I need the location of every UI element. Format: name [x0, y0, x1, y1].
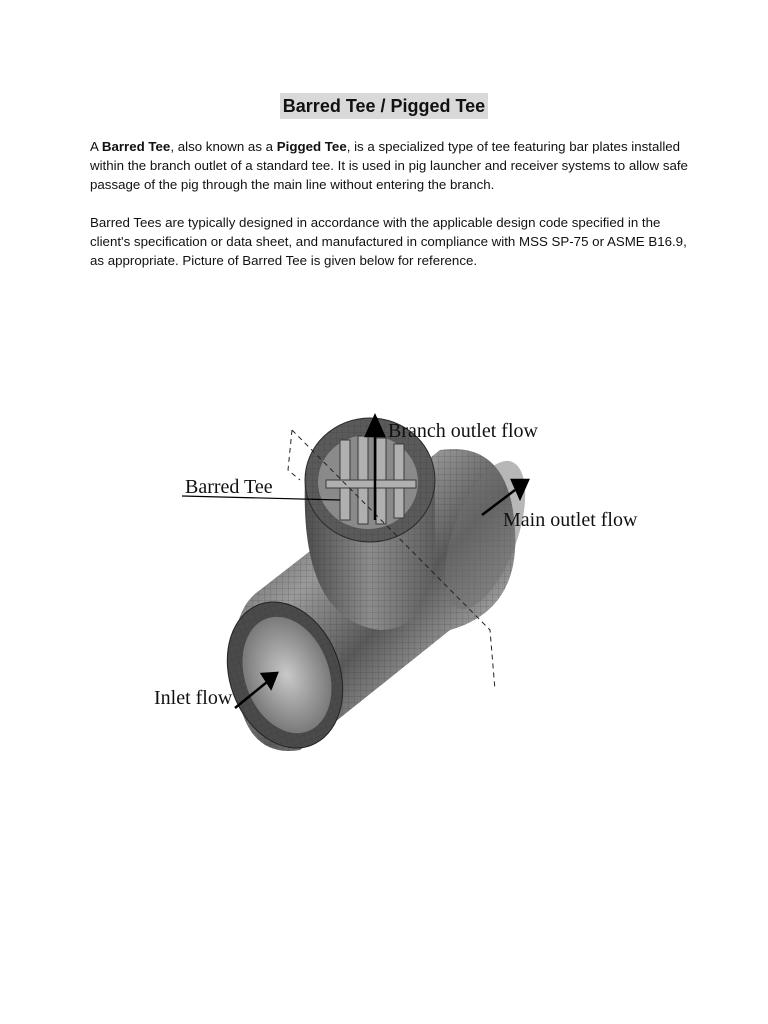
label-barred-tee: Barred Tee — [185, 476, 273, 498]
intro-text-3: , is a specialized type of tee featuring bar plates installed within the branch outlet of a standard tee. It is used in pig launcher and receiver systems to allow safe passage of the pig through the main line without entering the branch. — [90, 139, 688, 192]
intro-text-1: A — [90, 139, 102, 154]
barred-tee-figure — [90, 330, 680, 770]
term-barred-tee: Barred Tee — [101, 139, 171, 154]
label-branch-outlet: Branch outlet flow — [388, 420, 538, 442]
label-inlet: Inlet flow — [154, 687, 233, 709]
term-pigged-tee: Pigged Tee — [276, 139, 347, 154]
paragraph-design-code: Barred Tees are typically designed in accordance with the applicable design code specified in the client's specification or data sheet, and manufactured in compliance with MSS SP-75 or ASME B16.9, as appropriate. Picture of Barred Tee is given below for reference. — [90, 215, 687, 268]
page-title-wrapper — [0, 93, 768, 119]
paragraph-intro — [90, 137, 690, 194]
label-main-outlet: Main outlet flow — [503, 509, 638, 531]
page-title: Barred Tee / Pigged Tee — [280, 93, 488, 119]
barred-tee-illustration — [90, 330, 680, 770]
intro-text-2: , also known as a — [170, 139, 277, 154]
